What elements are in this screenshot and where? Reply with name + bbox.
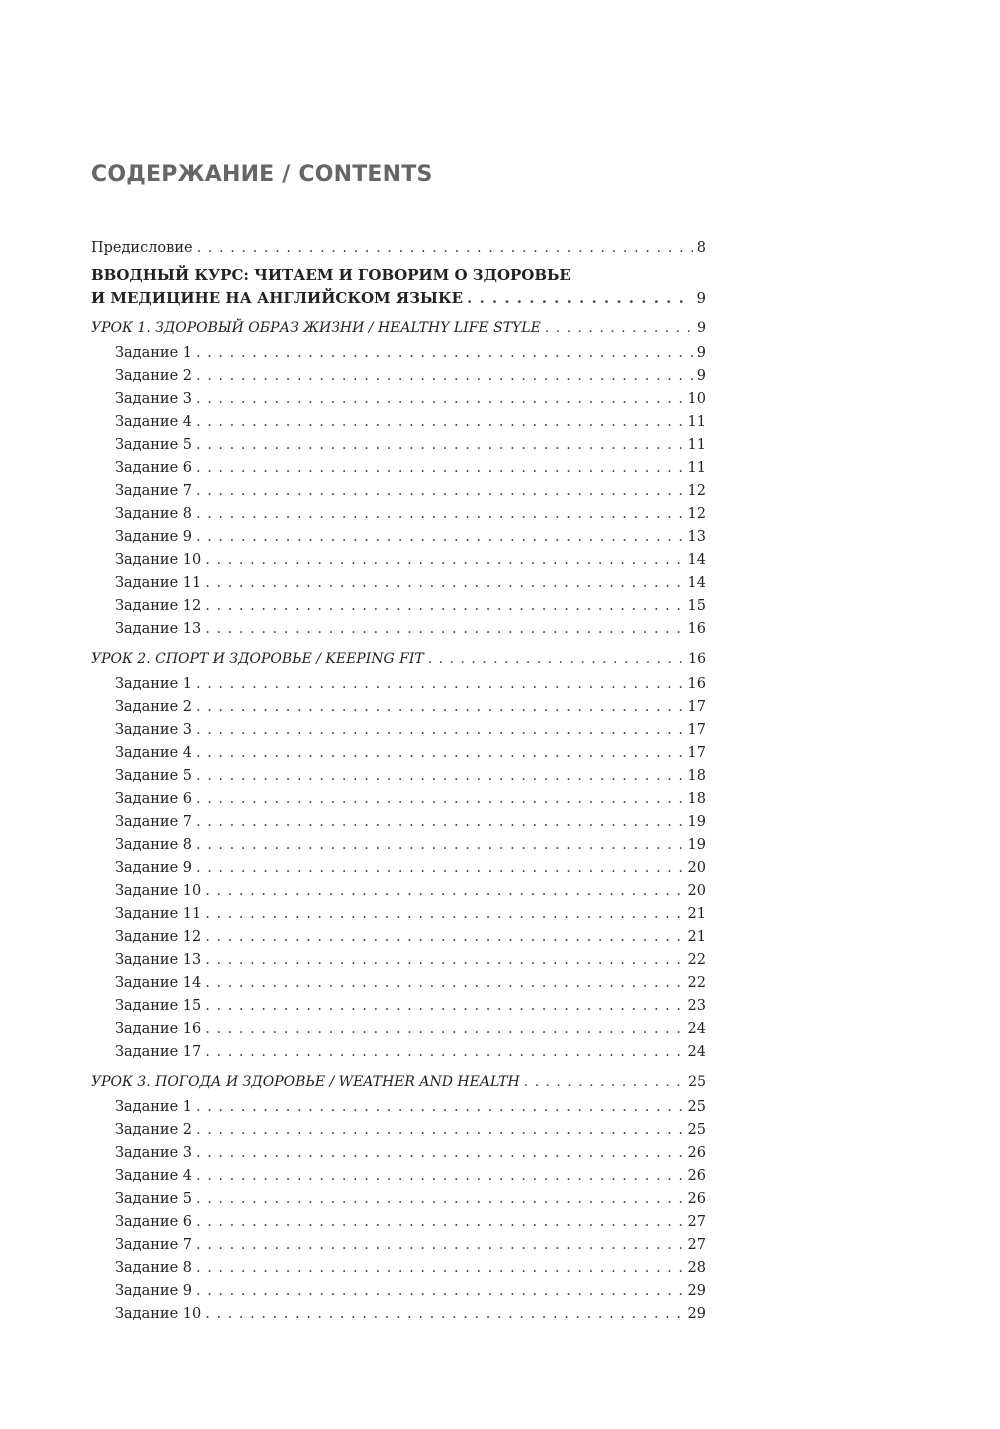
toc-entry-label: Задание 15 — [115, 998, 202, 1014]
dot-leader — [196, 811, 684, 834]
dot-leader — [196, 365, 693, 388]
toc-page-number: 14 — [687, 575, 706, 591]
toc-entry-label: Задание 5 — [115, 768, 192, 784]
toc-page-number: 28 — [687, 1260, 706, 1276]
toc-entry-task[interactable] — [91, 880, 706, 903]
toc-section-heading-line1: ВВОДНЫЙ КУРС: ЧИТАЕМ И ГОВОРИМ О ЗДОРОВЬЕ — [91, 266, 571, 284]
toc-entry-task[interactable] — [91, 972, 706, 995]
dot-leader — [196, 526, 684, 549]
toc-page-number: 20 — [687, 860, 706, 876]
toc-entry-task[interactable] — [91, 1018, 706, 1041]
toc-entry-task[interactable] — [91, 673, 706, 696]
toc-entry-task[interactable] — [91, 834, 706, 857]
dot-leader — [205, 1041, 683, 1064]
toc-entry-label: Задание 4 — [115, 1168, 192, 1184]
toc-entry-task[interactable] — [91, 388, 706, 411]
dot-leader — [205, 949, 683, 972]
dot-leader — [196, 1165, 684, 1188]
toc-entry-label: Задание 1 — [115, 345, 192, 361]
toc-page-number: 24 — [687, 1044, 706, 1060]
toc-page-number: 19 — [687, 837, 706, 853]
toc-entry-task[interactable] — [91, 857, 706, 880]
dot-leader — [196, 434, 684, 457]
toc-entry-task[interactable] — [91, 926, 706, 949]
toc-entry-label: Задание 9 — [115, 1283, 192, 1299]
toc-entry-label: Задание 13 — [115, 952, 202, 968]
toc-entry-task[interactable] — [91, 949, 706, 972]
dot-leader — [196, 480, 684, 503]
dot-leader — [196, 834, 684, 857]
dot-leader — [196, 503, 684, 526]
toc-page-number: 9 — [696, 289, 706, 307]
toc-page-number: 27 — [687, 1214, 706, 1230]
toc-entry-label: Задание 7 — [115, 1237, 192, 1253]
toc-entry-label: Задание 1 — [115, 676, 192, 692]
toc-entry-task[interactable] — [91, 1119, 706, 1142]
toc-page-number: 16 — [687, 621, 706, 637]
page-title: СОДЕРЖАНИЕ / CONTENTS — [91, 162, 433, 187]
toc-page-number: 17 — [687, 745, 706, 761]
toc-page-number: 14 — [687, 552, 706, 568]
toc-entry-label: Задание 9 — [115, 860, 192, 876]
toc-entry-label: Задание 4 — [115, 414, 192, 430]
dot-leader — [205, 926, 683, 949]
toc-entry-label: Задание 7 — [115, 483, 192, 499]
dot-leader — [196, 742, 684, 765]
dot-leader — [205, 972, 683, 995]
toc-entry-label: Задание 2 — [115, 699, 192, 715]
toc-page-number: 8 — [696, 240, 706, 256]
toc-page-number: 21 — [687, 929, 706, 945]
dot-leader — [196, 342, 693, 365]
toc-page-number: 25 — [687, 1122, 706, 1138]
toc-entry-task[interactable] — [91, 1280, 706, 1303]
dot-leader — [205, 595, 683, 618]
dot-leader — [196, 696, 684, 719]
dot-leader — [196, 411, 684, 434]
dot-leader — [196, 765, 684, 788]
dot-leader — [205, 880, 683, 903]
table-of-contents — [91, 237, 706, 1326]
toc-entry-label: Задание 11 — [115, 575, 202, 591]
toc-entry-label: Задание 8 — [115, 1260, 192, 1276]
toc-entry-preface[interactable] — [91, 237, 706, 260]
toc-entry-label: Задание 4 — [115, 745, 192, 761]
toc-entry-label: Задание 12 — [115, 929, 202, 945]
toc-entry-task[interactable] — [91, 1188, 706, 1211]
toc-page-number: 15 — [687, 598, 706, 614]
dot-leader — [196, 1234, 684, 1257]
toc-page-number: 26 — [687, 1145, 706, 1161]
dot-leader — [196, 1119, 684, 1142]
toc-entry-task[interactable] — [91, 526, 706, 549]
toc-entry-task[interactable] — [91, 995, 706, 1018]
toc-entry-task[interactable] — [91, 434, 706, 457]
toc-entry-task[interactable] — [91, 365, 706, 388]
dot-leader — [196, 1142, 684, 1165]
toc-entry-label: Предисловие — [91, 240, 193, 256]
toc-page-number: 25 — [687, 1099, 706, 1115]
dot-leader — [467, 287, 692, 310]
dot-leader — [205, 1303, 683, 1326]
toc-page-number: 13 — [687, 529, 706, 545]
toc-entry-task[interactable] — [91, 903, 706, 926]
toc-entry-task[interactable] — [91, 1303, 706, 1326]
toc-page-number: 9 — [697, 320, 706, 336]
toc-entry-lesson[interactable] — [91, 315, 706, 342]
dot-leader — [205, 995, 683, 1018]
dot-leader — [196, 1188, 684, 1211]
dot-leader — [545, 315, 693, 342]
toc-entry-task[interactable] — [91, 1142, 706, 1165]
toc-entry-task[interactable] — [91, 480, 706, 503]
toc-entry-task[interactable] — [91, 742, 706, 765]
toc-entry-label: Задание 3 — [115, 1145, 192, 1161]
toc-page-number: 18 — [687, 768, 706, 784]
toc-page-number: 26 — [687, 1168, 706, 1184]
toc-entry-label: Задание 6 — [115, 1214, 192, 1230]
toc-page-number: 20 — [687, 883, 706, 899]
dot-leader — [196, 857, 684, 880]
toc-entry-label: Задание 10 — [115, 883, 202, 899]
dot-leader — [196, 1096, 684, 1119]
toc-page-number: 24 — [687, 1021, 706, 1037]
toc-page-number: 17 — [687, 722, 706, 738]
toc-page-number: 17 — [687, 699, 706, 715]
toc-entry-task[interactable] — [91, 342, 706, 365]
toc-entry-lesson[interactable] — [91, 646, 706, 673]
toc-entry-task[interactable] — [91, 765, 706, 788]
toc-entry-task[interactable] — [91, 1041, 706, 1064]
toc-entry-task[interactable] — [91, 457, 706, 480]
toc-entry-label: Задание 3 — [115, 722, 192, 738]
toc-page-number: 12 — [687, 483, 706, 499]
toc-page-number: 16 — [688, 651, 706, 667]
toc-entry-label: Задание 14 — [115, 975, 202, 991]
toc-entry-label: Задание 10 — [115, 1306, 202, 1322]
toc-entry-task[interactable] — [91, 1211, 706, 1234]
toc-page-number: 29 — [687, 1306, 706, 1322]
toc-entry-task[interactable] — [91, 618, 706, 641]
dot-leader — [205, 618, 683, 641]
toc-page-number: 26 — [687, 1191, 706, 1207]
toc-entry-task[interactable] — [91, 549, 706, 572]
toc-entry-task[interactable] — [91, 719, 706, 742]
toc-entry-label: Задание 11 — [115, 906, 202, 922]
toc-page-number: 18 — [687, 791, 706, 807]
toc-entry-label: Задание 6 — [115, 791, 192, 807]
toc-entry-label: Задание 7 — [115, 814, 192, 830]
toc-entry-intro[interactable] — [91, 287, 706, 310]
toc-page-number: 11 — [687, 460, 706, 476]
toc-entry-label: Задание 13 — [115, 621, 202, 637]
toc-page-number: 22 — [687, 952, 706, 968]
toc-entry-label: Задание 5 — [115, 437, 192, 453]
dot-leader — [428, 646, 684, 673]
toc-entry-task[interactable] — [91, 696, 706, 719]
dot-leader — [196, 388, 684, 411]
toc-entry-label: Задание 2 — [115, 368, 192, 384]
toc-entry-task[interactable] — [91, 503, 706, 526]
toc-entry-label: Задание 12 — [115, 598, 202, 614]
toc-entry-label: Задание 17 — [115, 1044, 202, 1060]
toc-entry-label: Задание 16 — [115, 1021, 202, 1037]
toc-page-number: 12 — [687, 506, 706, 522]
toc-page-number: 16 — [687, 676, 706, 692]
toc-entry-label: Задание 6 — [115, 460, 192, 476]
toc-page-number: 10 — [687, 391, 706, 407]
toc-entry-label: УРОК 3. ПОГОДА И ЗДОРОВЬЕ / WEATHER AND HEALTH — [91, 1074, 520, 1090]
dot-leader — [196, 1257, 684, 1280]
toc-page-number: 9 — [696, 368, 706, 384]
toc-entry-task[interactable] — [91, 788, 706, 811]
toc-entry-label: Задание 1 — [115, 1099, 192, 1115]
toc-entry-task[interactable] — [91, 411, 706, 434]
dot-leader — [196, 788, 684, 811]
toc-entry-task[interactable] — [91, 572, 706, 595]
toc-page-number: 9 — [696, 345, 706, 361]
lessons-list — [91, 315, 706, 1326]
toc-entry-task[interactable] — [91, 595, 706, 618]
toc-page-number: 23 — [687, 998, 706, 1014]
dot-leader — [196, 457, 684, 480]
toc-entry-lesson[interactable] — [91, 1069, 706, 1096]
toc-page-number: 19 — [687, 814, 706, 830]
toc-entry-label: Задание 8 — [115, 506, 192, 522]
toc-page-number: 29 — [687, 1283, 706, 1299]
dot-leader — [205, 903, 683, 926]
toc-entry-task[interactable] — [91, 811, 706, 834]
toc-entry-label: Задание 5 — [115, 1191, 192, 1207]
toc-entry-label: Задание 3 — [115, 391, 192, 407]
dot-leader — [524, 1069, 685, 1096]
toc-entry-task[interactable] — [91, 1234, 706, 1257]
toc-page-number: 11 — [687, 437, 706, 453]
dot-leader — [205, 572, 683, 595]
toc-entry-label: И МЕДИЦИНЕ НА АНГЛИЙСКОМ ЯЗЫКЕ — [91, 289, 464, 307]
dot-leader — [196, 1211, 684, 1234]
toc-entry-label: Задание 2 — [115, 1122, 192, 1138]
toc-entry-label: Задание 8 — [115, 837, 192, 853]
dot-leader — [196, 673, 684, 696]
toc-entry-label: УРОК 2. СПОРТ И ЗДОРОВЬЕ / KEEPING FIT — [91, 651, 424, 667]
toc-page-number: 21 — [687, 906, 706, 922]
dot-leader — [205, 1018, 683, 1041]
toc-entry-task[interactable] — [91, 1257, 706, 1280]
toc-entry-task[interactable] — [91, 1165, 706, 1188]
toc-entry-label: Задание 10 — [115, 552, 202, 568]
toc-page-number: 11 — [687, 414, 706, 430]
toc-page-number: 22 — [687, 975, 706, 991]
dot-leader — [196, 1280, 684, 1303]
toc-entry-task[interactable] — [91, 1096, 706, 1119]
toc-page-number: 27 — [687, 1237, 706, 1253]
dot-leader — [197, 237, 693, 260]
dot-leader — [196, 719, 684, 742]
toc-page-number: 25 — [688, 1074, 706, 1090]
toc-entry-label: Задание 9 — [115, 529, 192, 545]
toc-entry-label: УРОК 1. ЗДОРОВЫЙ ОБРАЗ ЖИЗНИ / HEALTHY LIFE STYLE — [91, 320, 541, 336]
dot-leader — [205, 549, 683, 572]
